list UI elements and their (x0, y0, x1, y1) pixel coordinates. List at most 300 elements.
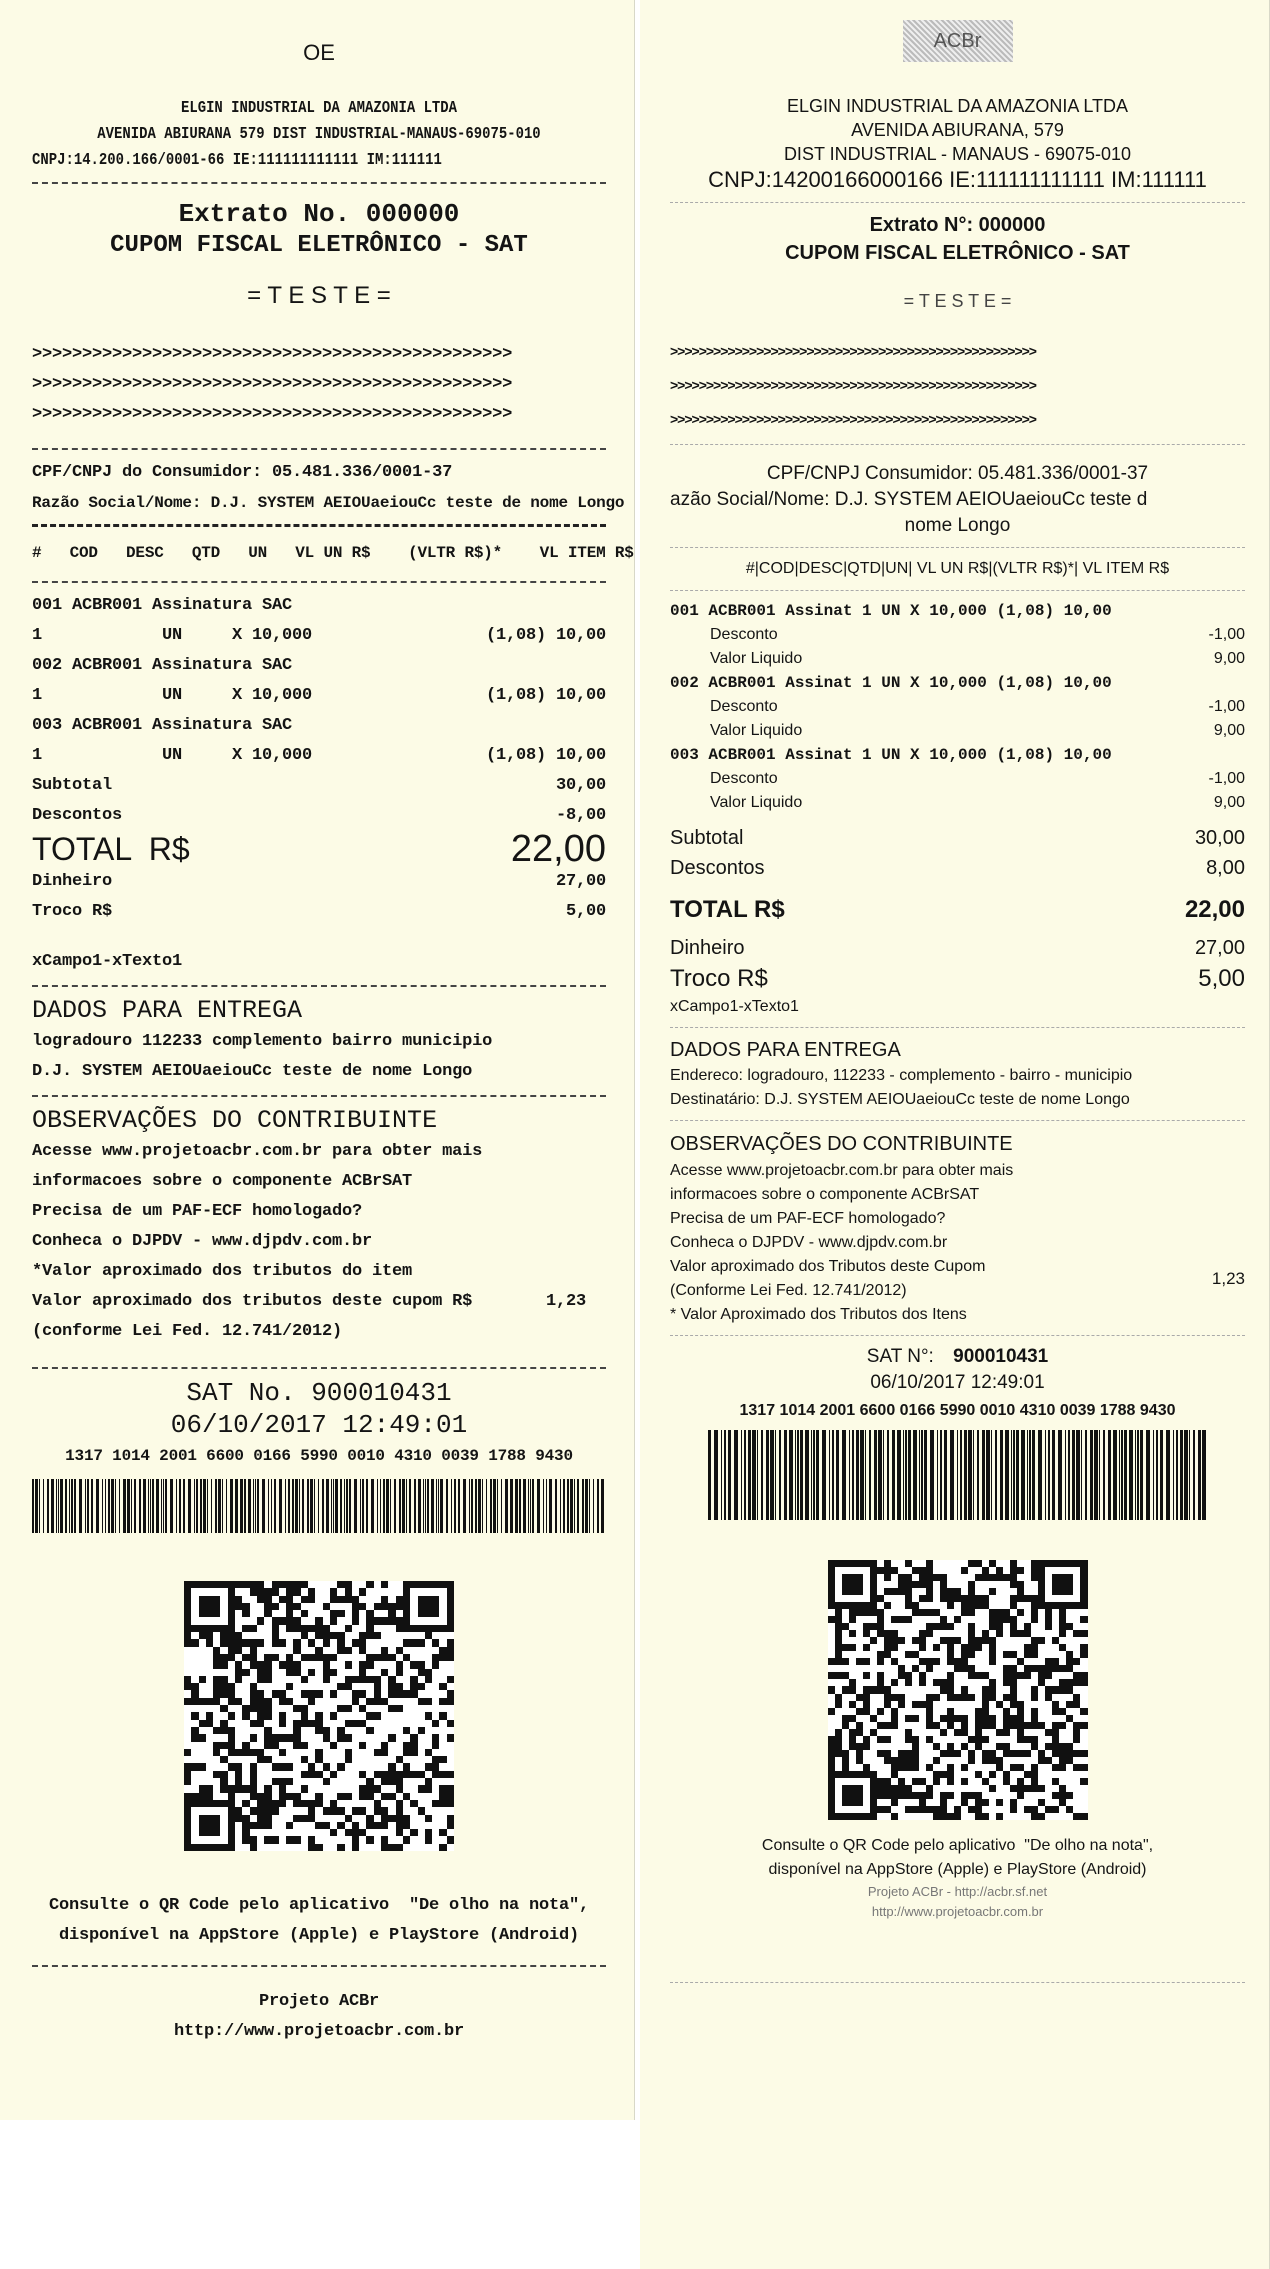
qr-module (940, 1750, 947, 1757)
qr-module (961, 1658, 968, 1665)
qr-module (1066, 1595, 1073, 1602)
qr-module (919, 1694, 926, 1701)
entrega-address: Endereco: logradouro, 112233 - complemento - bairro - municipio (670, 1067, 1133, 1084)
qr-module (1073, 1757, 1080, 1764)
qr-module (323, 1720, 330, 1727)
tributos-lei: (Conforme Lei Fed. 12.741/2012) (670, 1282, 907, 1299)
qr-module (863, 1602, 870, 1609)
qr-module (352, 1742, 359, 1749)
barcode-bar (1029, 1430, 1031, 1520)
qr-module (432, 1654, 439, 1661)
qr-module (1066, 1672, 1073, 1679)
qr-module (968, 1764, 975, 1771)
qr-module (828, 1778, 835, 1785)
qr-module (257, 1676, 264, 1683)
qr-module (996, 1567, 1003, 1574)
qr-module (293, 1705, 300, 1712)
barcode-bar (230, 1479, 232, 1533)
qr-module (345, 1617, 352, 1624)
qr-module (1052, 1799, 1059, 1806)
qr-module (250, 1669, 257, 1676)
qr-module (447, 1778, 454, 1785)
qr-module (345, 1647, 352, 1654)
qr-module (352, 1822, 359, 1829)
qr-module (206, 1588, 213, 1595)
qr-module (439, 1625, 446, 1632)
qr-module (250, 1800, 257, 1807)
qr-module (293, 1720, 300, 1727)
qr-module (228, 1734, 235, 1741)
qr-module (1003, 1743, 1010, 1750)
qr-module (403, 1596, 410, 1603)
qr-module (835, 1743, 842, 1750)
qr-module (1045, 1736, 1052, 1743)
qr-module (940, 1679, 947, 1686)
items-list (32, 591, 606, 771)
qr-module (242, 1683, 249, 1690)
qr-module (898, 1736, 905, 1743)
qr-module (272, 1836, 279, 1843)
qr-module (388, 1639, 395, 1646)
qr-module (856, 1757, 863, 1764)
qr-module (250, 1844, 257, 1851)
qr-module (1038, 1574, 1045, 1581)
qr-module (403, 1610, 410, 1617)
qr-module (220, 1654, 227, 1661)
qr-module (877, 1567, 884, 1574)
barcode-bar (344, 1479, 345, 1533)
qr-module (996, 1778, 1003, 1785)
qr-module (366, 1661, 373, 1668)
qr-module (1003, 1813, 1010, 1820)
barcode-bar (800, 1430, 803, 1520)
qr-module (330, 1588, 337, 1595)
barcode-bar (131, 1479, 132, 1533)
qr-module (1045, 1679, 1052, 1686)
qr-module (975, 1658, 982, 1665)
qr-module (447, 1771, 454, 1778)
qr-module (381, 1647, 388, 1654)
barcode-bar (43, 1479, 44, 1533)
qr-module (835, 1630, 842, 1637)
qr-module (968, 1616, 975, 1623)
qr-module (199, 1639, 206, 1646)
qr-module (352, 1632, 359, 1639)
qr-module (884, 1602, 891, 1609)
projeto-name: Projeto ACBr (258, 1992, 380, 2011)
qr-module (337, 1705, 344, 1712)
qr-module (257, 1756, 264, 1763)
qr-module (330, 1676, 337, 1683)
qr-module (184, 1763, 191, 1770)
qr-module (982, 1651, 989, 1658)
consumer-id: CPF/CNPJ Consumidor: 05.481.336/0001-37 (766, 463, 1149, 484)
qr-module (352, 1763, 359, 1770)
qr-module (1059, 1729, 1066, 1736)
qr-module (905, 1715, 912, 1722)
barcode-bar (377, 1479, 378, 1533)
qr-module (279, 1676, 286, 1683)
consumer-name-cont: nome Longo (904, 515, 1011, 536)
qr-module (272, 1756, 279, 1763)
qr-module (877, 1630, 884, 1637)
qr-module (989, 1722, 996, 1729)
qr-module (898, 1651, 905, 1658)
qr-module (877, 1609, 884, 1616)
qr-module (842, 1602, 849, 1609)
qr-module (308, 1742, 315, 1749)
qr-module (301, 1793, 308, 1800)
qr-module (374, 1785, 381, 1792)
qr-module (199, 1771, 206, 1778)
qr-module (961, 1743, 968, 1750)
qr-module (388, 1669, 395, 1676)
qr-module (842, 1813, 849, 1820)
qr-module (425, 1712, 432, 1719)
qr-module (1045, 1637, 1052, 1644)
qr-module (388, 1588, 395, 1595)
qr-module (213, 1836, 220, 1843)
qr-module (330, 1683, 337, 1690)
qr-module (884, 1637, 891, 1644)
qr-module (418, 1625, 425, 1632)
list-item (32, 711, 606, 771)
total-label: TOTAL R$ (32, 831, 190, 867)
qr-module (345, 1676, 352, 1683)
qr-module (996, 1764, 1003, 1771)
qr-module (884, 1658, 891, 1665)
qr-module (1003, 1609, 1010, 1616)
qr-module (842, 1764, 849, 1771)
qr-module (250, 1734, 257, 1741)
qr-module (1066, 1778, 1073, 1785)
qr-module (954, 1672, 961, 1679)
qr-module (235, 1588, 242, 1595)
qr-module (396, 1639, 403, 1646)
qr-module (996, 1560, 1003, 1567)
qr-module (301, 1647, 308, 1654)
qr-module (975, 1778, 982, 1785)
barcode-bar (200, 1479, 202, 1533)
qr-module (432, 1807, 439, 1814)
qr-module (381, 1676, 388, 1683)
qr-module (432, 1683, 439, 1690)
qr-module (199, 1603, 206, 1610)
qr-module (849, 1750, 856, 1757)
obs-line: Precisa de um PAF-ECF homologado? (670, 1210, 946, 1227)
qr-module (898, 1715, 905, 1722)
chevron-line: >>>>>>>>>>>>>>>>>>>>>>>>>>>>>>>>>>>>>>>>>>>>>>>>>>> (670, 411, 1036, 427)
qr-module (272, 1778, 279, 1785)
qr-module (301, 1800, 308, 1807)
qr-module (439, 1690, 446, 1697)
qr-module (199, 1625, 206, 1632)
qr-module (301, 1807, 308, 1814)
qr-module (425, 1683, 432, 1690)
qr-module (828, 1637, 835, 1644)
qr-module (1059, 1588, 1066, 1595)
barcode-bar (1108, 1430, 1111, 1520)
qr-module (308, 1763, 315, 1770)
qr-module (1003, 1630, 1010, 1637)
qr-module (323, 1661, 330, 1668)
barcode-bar (454, 1479, 455, 1533)
qr-module (856, 1813, 863, 1820)
qr-module (996, 1792, 1003, 1799)
qr-module (954, 1806, 961, 1813)
qr-module (396, 1822, 403, 1829)
qr-module (220, 1581, 227, 1588)
qr-module (1003, 1567, 1010, 1574)
qr-module (1073, 1708, 1080, 1715)
qr-module (191, 1647, 198, 1654)
qr-module (1038, 1560, 1045, 1567)
qr-module (250, 1705, 257, 1712)
qr-module (835, 1560, 842, 1567)
qr-module (1017, 1679, 1024, 1686)
qr-module (940, 1686, 947, 1693)
qr-module (1003, 1764, 1010, 1771)
troco-row (32, 897, 606, 927)
barcode-bar (1202, 1430, 1206, 1520)
qr-module (926, 1792, 933, 1799)
divider (670, 590, 1245, 591)
qr-module (1059, 1715, 1066, 1722)
qr-module (323, 1683, 330, 1690)
qr-module (940, 1644, 947, 1651)
qr-module (301, 1669, 308, 1676)
qr-module (1052, 1736, 1059, 1743)
qr-module (954, 1757, 961, 1764)
divider (32, 448, 606, 450)
qr-module (264, 1778, 271, 1785)
qr-module (905, 1665, 912, 1672)
qr-module (940, 1694, 947, 1701)
access-key: 1317 1014 2001 6600 0166 5990 0010 4310 0039 1788 9430 (65, 1447, 573, 1465)
qr-module (184, 1639, 191, 1646)
qr-module (898, 1757, 905, 1764)
qr-module (828, 1665, 835, 1672)
qr-module (410, 1822, 417, 1829)
qr-module (359, 1763, 366, 1770)
qr-module (1031, 1729, 1038, 1736)
barcode-bar (360, 1479, 361, 1533)
qr-module (968, 1785, 975, 1792)
qr-module (842, 1708, 849, 1715)
qr-module (264, 1596, 271, 1603)
qr-module (1017, 1637, 1024, 1644)
item-desc: 002 ACBR001 Assinatura SAC (32, 656, 293, 675)
qr-module (345, 1654, 352, 1661)
qr-module (954, 1771, 961, 1778)
barcode-bar (47, 1479, 49, 1533)
qr-module (447, 1727, 454, 1734)
qr-module (279, 1690, 286, 1697)
qr-module (403, 1822, 410, 1829)
qr-module (863, 1630, 870, 1637)
qr-module (828, 1757, 835, 1764)
qr-module (184, 1705, 191, 1712)
qr-module (1017, 1658, 1024, 1665)
consumer-name: azão Social/Nome: D.J. SYSTEM AEIOUaeiouCc teste d (670, 489, 1148, 510)
qr-module (330, 1690, 337, 1697)
qr-module (933, 1799, 940, 1806)
qr-module (250, 1778, 257, 1785)
qr-module (425, 1771, 432, 1778)
qr-module (1031, 1686, 1038, 1693)
qr-module (919, 1757, 926, 1764)
barcode-bar (71, 1479, 72, 1533)
qr-module (975, 1630, 982, 1637)
barcode-bar (582, 1479, 584, 1533)
total-value: 22,00 (1184, 896, 1245, 923)
qr-module (206, 1785, 213, 1792)
barcode-bar (196, 1479, 197, 1533)
qr-module (418, 1793, 425, 1800)
barcode-bar (139, 1479, 141, 1533)
barcode-bar (108, 1479, 110, 1533)
qr-module (337, 1749, 344, 1756)
qr-module (374, 1661, 381, 1668)
qr-module (352, 1647, 359, 1654)
qr-module (396, 1793, 403, 1800)
qr-module (905, 1701, 912, 1708)
qr-module (213, 1793, 220, 1800)
qr-module (388, 1836, 395, 1843)
qr-module (863, 1764, 870, 1771)
barcode-bar (546, 1479, 547, 1533)
qr-module (425, 1581, 432, 1588)
qr-module (228, 1654, 235, 1661)
qr-module (1059, 1736, 1066, 1743)
liquido-label: Valor Liquido (710, 650, 803, 667)
barcode-bar (1137, 1430, 1139, 1520)
qr-module (1080, 1729, 1087, 1736)
total-row (670, 893, 1245, 927)
qr-module (905, 1722, 912, 1729)
qr-module (447, 1639, 454, 1646)
qr-module (842, 1785, 849, 1792)
qr-module (374, 1610, 381, 1617)
qr-module (954, 1567, 961, 1574)
qr-module (919, 1701, 926, 1708)
qr-module (301, 1822, 308, 1829)
barcode-bar (163, 1479, 164, 1533)
qr-module (863, 1595, 870, 1602)
qr-module (293, 1756, 300, 1763)
qr-module (1052, 1722, 1059, 1729)
qr-module (1017, 1630, 1024, 1637)
qr-module (933, 1778, 940, 1785)
qr-module (345, 1807, 352, 1814)
qr-module (220, 1676, 227, 1683)
barcode-bar (335, 1479, 337, 1533)
qr-module (961, 1715, 968, 1722)
qr-module (1038, 1672, 1045, 1679)
qr-module (940, 1778, 947, 1785)
qr-module (1059, 1672, 1066, 1679)
qr-module (242, 1647, 249, 1654)
qr-module (257, 1807, 264, 1814)
qr-module (279, 1625, 286, 1632)
qr-module (286, 1625, 293, 1632)
qr-module (264, 1617, 271, 1624)
barcode-bar (248, 1479, 251, 1533)
qr-module (1010, 1658, 1017, 1665)
qr-module (337, 1632, 344, 1639)
barcode-bar (537, 1479, 540, 1533)
qr-module (926, 1806, 933, 1813)
qr-module (1045, 1686, 1052, 1693)
qr-module (1017, 1651, 1024, 1658)
qr-module (242, 1771, 249, 1778)
barcode-bar (326, 1479, 329, 1533)
qr-module (206, 1705, 213, 1712)
qr-module (954, 1651, 961, 1658)
item-desconto-row (670, 767, 1245, 791)
barcode-bar (1032, 1430, 1035, 1520)
qr-module (199, 1588, 206, 1595)
barcode-bar (1124, 1430, 1127, 1520)
qr-module (912, 1637, 919, 1644)
qr-module (191, 1581, 198, 1588)
qr-module (396, 1807, 403, 1814)
qr-module (199, 1734, 206, 1741)
qr-module (835, 1637, 842, 1644)
qr-module (410, 1829, 417, 1836)
barcode-bar (244, 1479, 246, 1533)
barcode-bar (1166, 1430, 1170, 1520)
qr-module (982, 1616, 989, 1623)
barcode-bar (728, 1430, 731, 1520)
qr-module (191, 1705, 198, 1712)
qr-module (996, 1581, 1003, 1588)
qr-module (1003, 1750, 1010, 1757)
qr-module (403, 1690, 410, 1697)
qr-module (884, 1750, 891, 1757)
qr-module (912, 1686, 919, 1693)
qr-module (919, 1813, 926, 1820)
qr-module (933, 1785, 940, 1792)
qr-module (323, 1822, 330, 1829)
qr-module (264, 1676, 271, 1683)
barcode-bar (123, 1479, 125, 1533)
qr-module (961, 1630, 968, 1637)
qr-module (272, 1727, 279, 1734)
qr-module (982, 1672, 989, 1679)
qr-module (308, 1603, 315, 1610)
qr-module (345, 1669, 352, 1676)
qr-module (870, 1792, 877, 1799)
qr-module (1017, 1743, 1024, 1750)
qr-module (856, 1658, 863, 1665)
qr-module (863, 1729, 870, 1736)
qr-module (961, 1595, 968, 1602)
qr-module (926, 1665, 933, 1672)
qr-module (403, 1829, 410, 1836)
barcode-bar (813, 1430, 815, 1520)
qr-module (842, 1644, 849, 1651)
qr-module (1003, 1694, 1010, 1701)
qr-module (898, 1708, 905, 1715)
qr-module (388, 1793, 395, 1800)
qr-module (1073, 1616, 1080, 1623)
qr-module (828, 1771, 835, 1778)
qr-module (315, 1734, 322, 1741)
qr-module (1024, 1757, 1031, 1764)
qr-module (954, 1701, 961, 1708)
barcode-bar (924, 1430, 927, 1520)
